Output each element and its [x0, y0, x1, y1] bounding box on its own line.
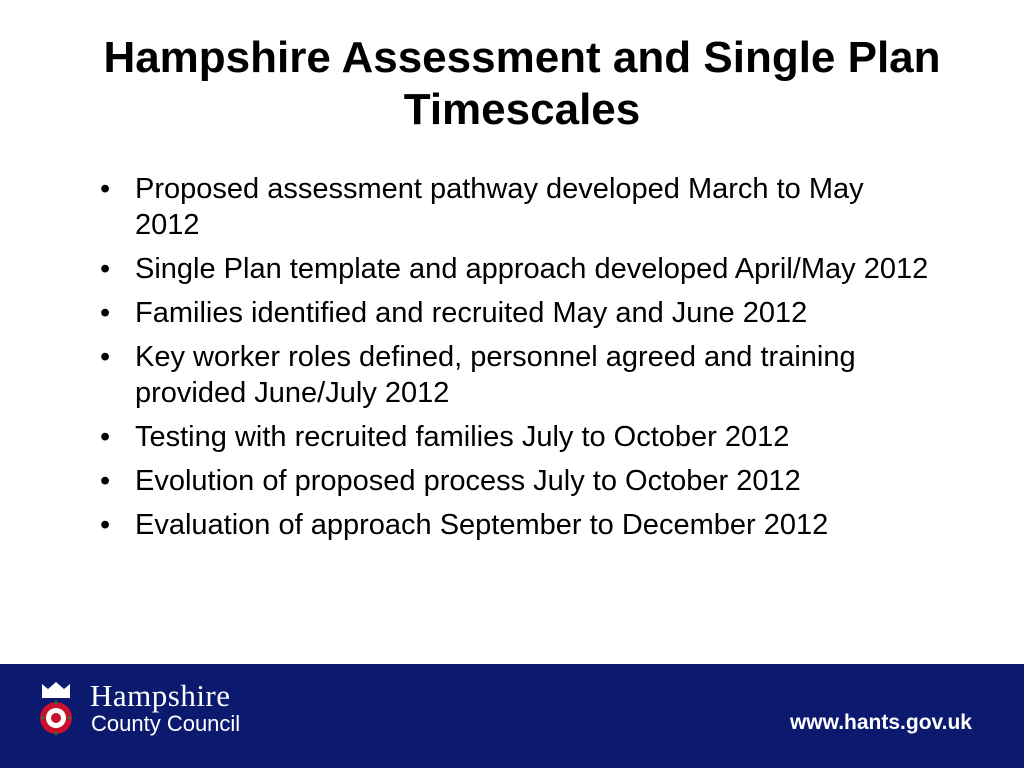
- bullet-text: Families identified and recruited May and June 2012: [135, 297, 808, 329]
- bullet-text: Proposed assessment pathway developed March to May 2012: [135, 173, 864, 241]
- bullet-list: [100, 171, 930, 551]
- bullet-item: [100, 507, 930, 543]
- bullet-item: [100, 339, 930, 411]
- slide-title-line-2: Timescales: [403, 85, 641, 134]
- bullet-dot-icon: •: [100, 509, 111, 541]
- bullet-dot-icon: •: [100, 173, 111, 205]
- slide-title: [20, 32, 1024, 136]
- logo-name: Hampshire: [90, 678, 231, 713]
- bullet-text: Single Plan template and approach developed April/May 2012: [135, 253, 929, 285]
- bullet-item: [100, 463, 930, 499]
- bullet-text: Evaluation of approach September to December 2012: [135, 509, 829, 541]
- slide-title-line-1: Hampshire Assessment and Single Plan: [103, 33, 941, 82]
- bullet-text: Evolution of proposed process July to October 2012: [135, 465, 801, 497]
- bullet-item: [100, 251, 930, 287]
- bullet-dot-icon: •: [100, 341, 111, 373]
- bullet-item: [100, 171, 930, 243]
- bullet-text: Key worker roles defined, personnel agreed and training provided June/July 2012: [135, 341, 856, 409]
- bullet-text: Testing with recruited families July to October 2012: [135, 421, 790, 453]
- website-url[interactable]: www.hants.gov.uk: [789, 711, 972, 734]
- bullet-dot-icon: •: [100, 421, 111, 453]
- bullet-dot-icon: •: [100, 297, 111, 329]
- bullet-dot-icon: •: [100, 465, 111, 497]
- bullet-item: [100, 295, 930, 331]
- hampshire-crest-icon: [34, 680, 78, 744]
- bullet-item: [100, 419, 930, 455]
- logo-subtitle: County Council: [91, 711, 241, 736]
- bullet-dot-icon: •: [100, 253, 111, 285]
